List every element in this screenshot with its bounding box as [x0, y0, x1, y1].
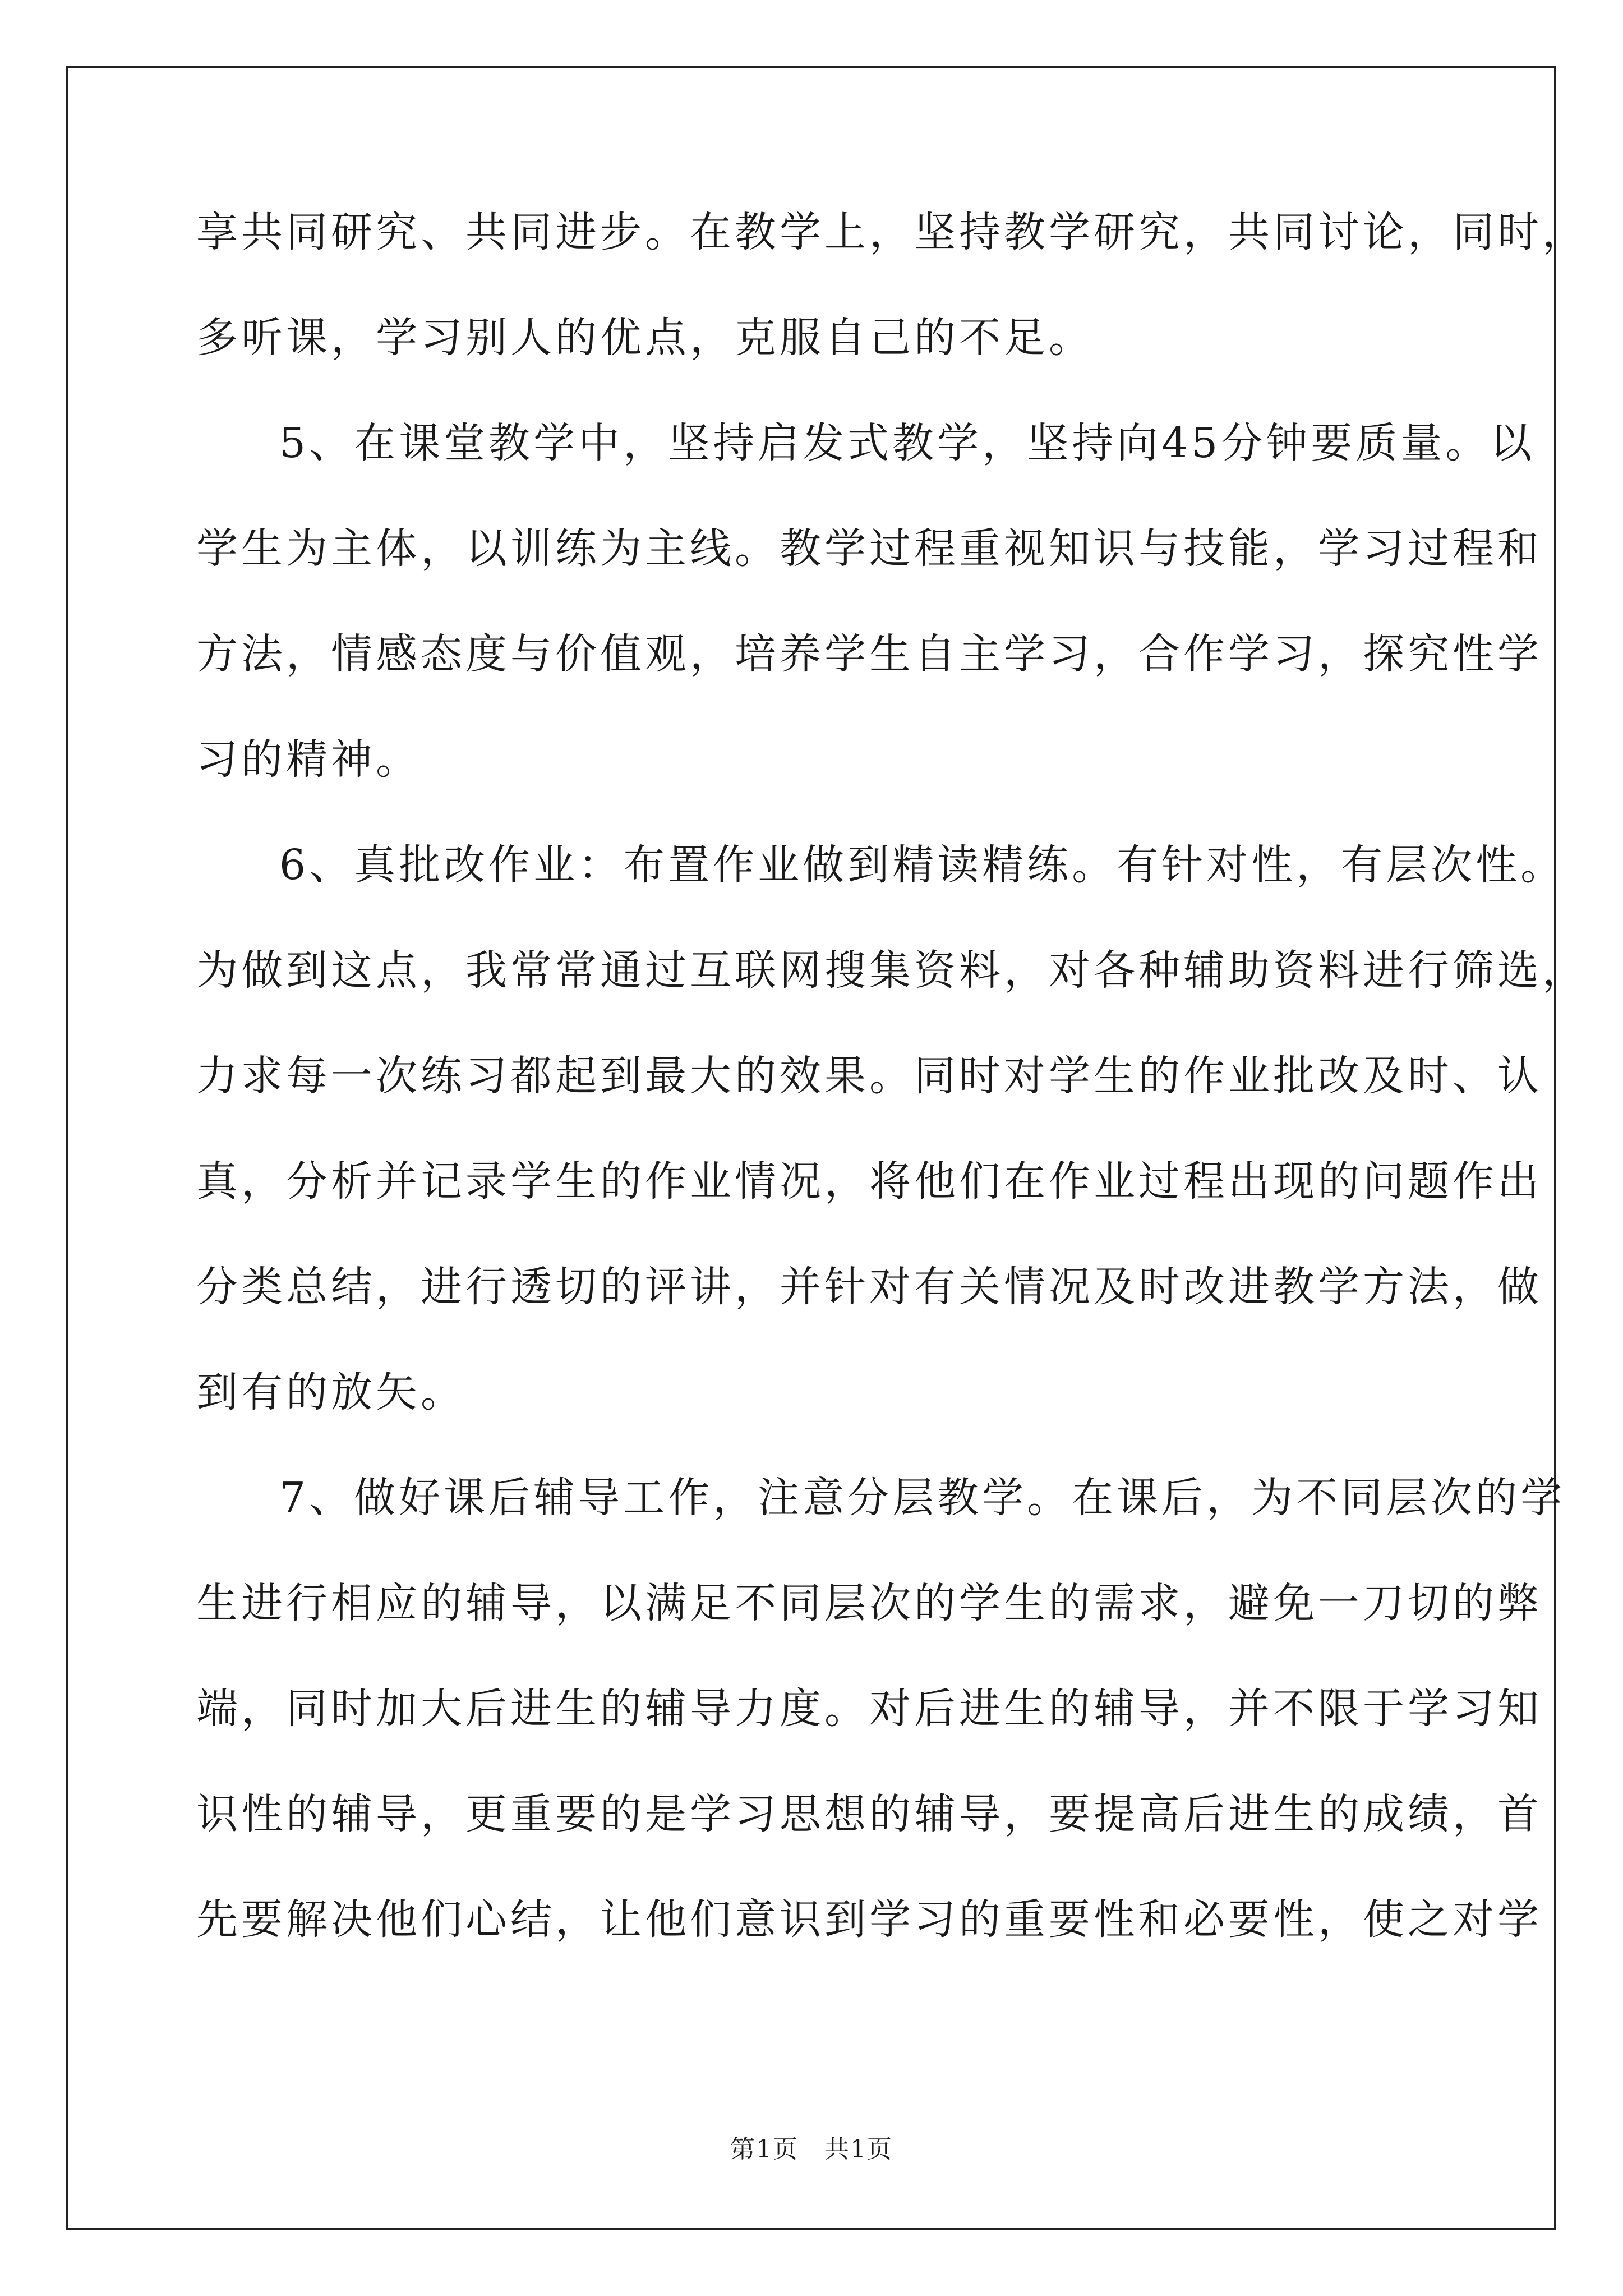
text-line: 到有的放矢。 — [196, 1368, 465, 1416]
text-line: 习的精神。 — [196, 735, 421, 784]
text-line: 学生为主体，以训练为主线。教学过程重视知识与技能，学习过程和 — [196, 524, 1542, 573]
text-line: 先要解决他们心结，让他们意识到学习的重要性和必要性，使之对学 — [196, 1895, 1542, 1944]
paragraph-start-line: 5、在课堂教学中，坚持启发式教学，坚持向45分钟要质量。以 — [279, 419, 1536, 467]
page-number-footer: 第1页 共1页 — [730, 2135, 893, 2164]
text-line: 为做到这点，我常常通过互联网搜集资料，对各种辅助资料进行筛选， — [196, 946, 1587, 995]
text-line: 生进行相应的辅导，以满足不同层次的学生的需求，避免一刀切的弊 — [196, 1579, 1542, 1627]
text-line: 端，同时加大后进生的辅导力度。对后进生的辅导，并不限于学习知 — [196, 1685, 1542, 1733]
text-line: 分类总结，进行透切的评讲，并针对有关情况及时改进教学方法，做 — [196, 1263, 1542, 1311]
paragraph-start-line: 7、做好课后辅导工作，注意分层教学。在课后，为不同层次的学 — [279, 1474, 1566, 1522]
text-line: 多听课，学习别人的优点，克服自己的不足。 — [196, 314, 1094, 362]
text-line: 方法，情感态度与价值观，培养学生自主学习，合作学习，探究性学 — [196, 630, 1542, 678]
paragraph-start-line: 6、真批改作业：布置作业做到精读精练。有针对性，有层次性。 — [279, 841, 1566, 889]
text-line: 真，分析并记录学生的作业情况，将他们在作业过程出现的问题作出 — [196, 1157, 1542, 1205]
text-line: 力求每一次练习都起到最大的效果。同时对学生的作业批改及时、认 — [196, 1052, 1542, 1100]
text-line: 识性的辅导，更重要的是学习思想的辅导，要提高后进生的成绩，首 — [196, 1790, 1542, 1838]
document-body — [196, 180, 1587, 1972]
text-line: 享共同研究、共同进步。在教学上，坚持教学研究，共同讨论，同时， — [196, 208, 1587, 256]
